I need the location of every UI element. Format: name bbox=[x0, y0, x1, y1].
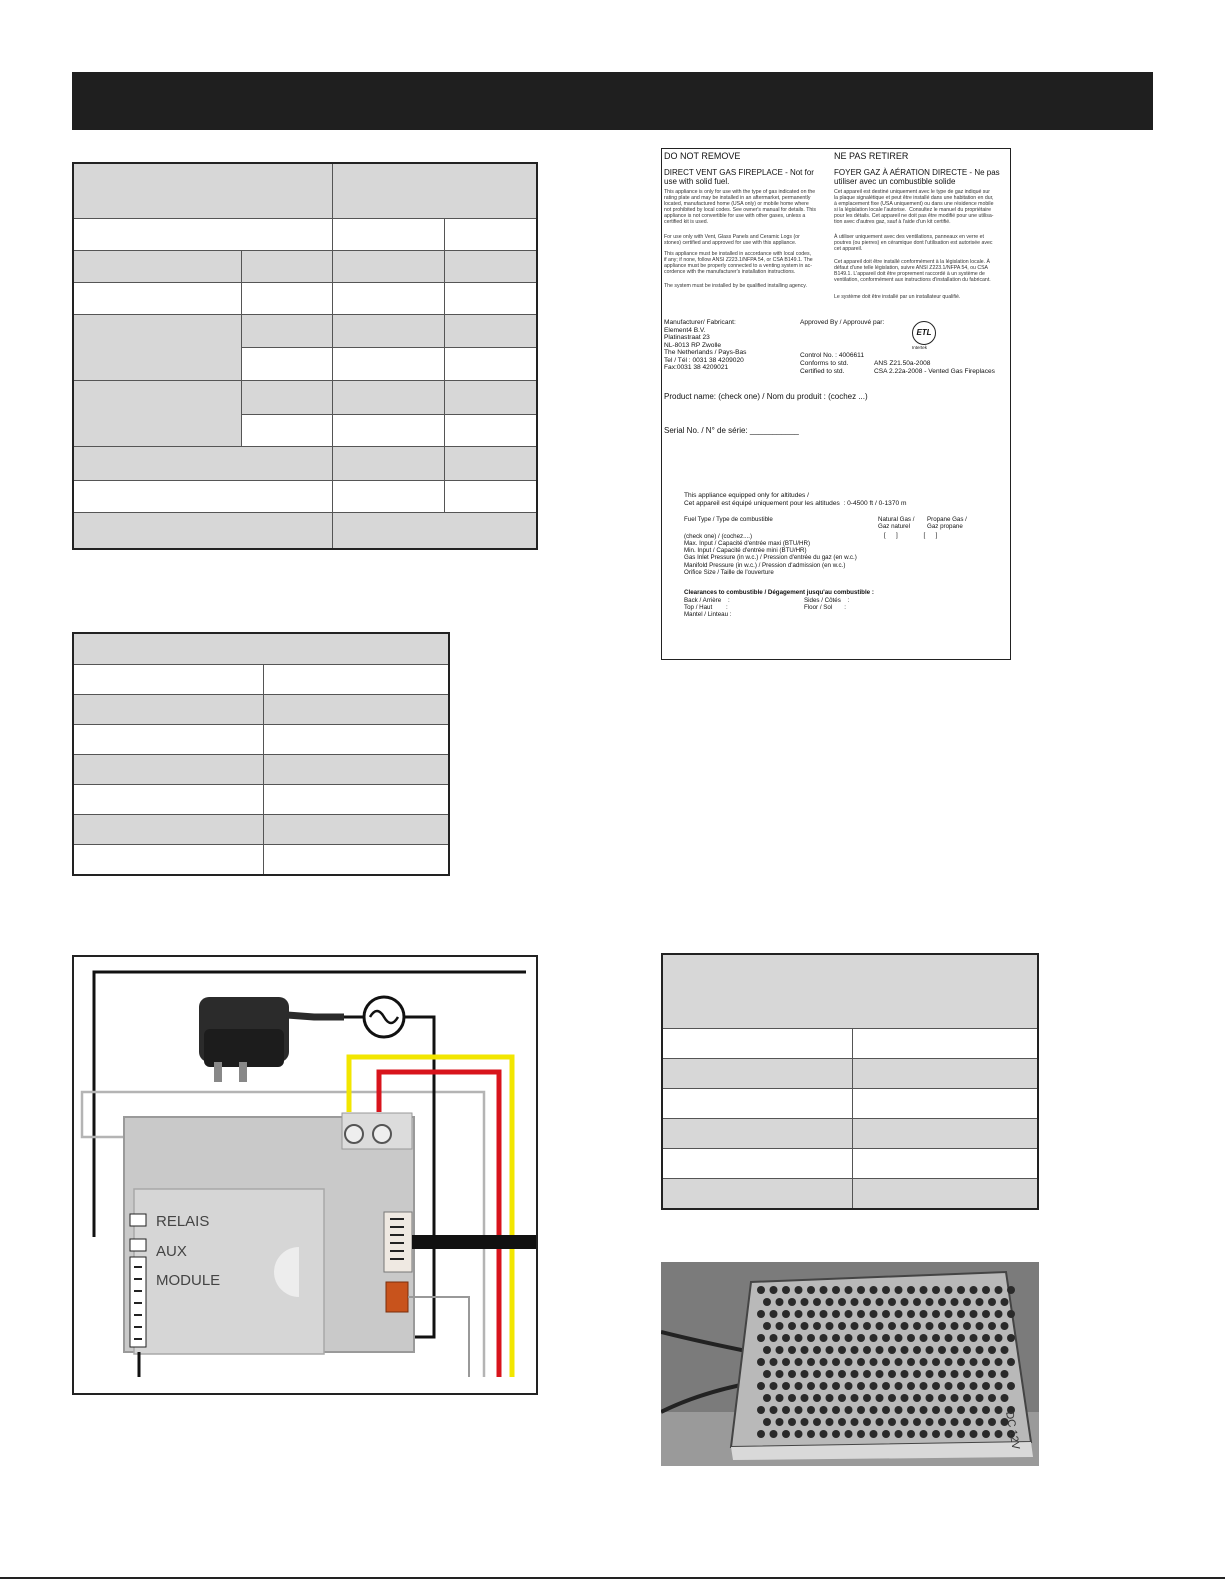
plate-approved-by: Approved By / Approuvé par: bbox=[800, 319, 885, 326]
plate-para-en-3: This appliance must be installed in accordance with local codes, if any; if none, follow ANSI Z223.1/NFPA 54, or CSA B149.1. The appliance must be properly connected to a venting system in ac- cordence with the manufacturer's installation instructions. bbox=[664, 251, 813, 275]
power-supply-photo bbox=[661, 1262, 1039, 1466]
plate-specs: (check one) / (cochez....) Max. Input / Capacité d'entrée maxi (BTU/HR) Min. Input / Capacité d'entrée mini (BTU/HR) Gas Inlet Pressure (in w.c.) / Pression d'entrée du gaz (en w.c.) Manifold Pressure (in w.c.) / Pression d'admission (en w.c.) Orifice Size / Taille de l'ouverture bbox=[684, 533, 857, 576]
spec-table-2 bbox=[72, 632, 450, 876]
plate-para-fr-1: Cet appareil est destiné uniquement avec le type de gaz indiqué sur la plaque signalétique et peut être installé dans une habitation en dur, à emplacement fixe (USA uniquement) ou dans une résidence mobile si la législation locale l'autorise. Consultez le manuel du propriétaire pour les détails. Cet appareil ne doit pas être modifié pour une utilisa- tion avec d'autres gaz, sauf à l'aide d'un kit certifié. bbox=[834, 189, 994, 225]
plate-conforms-label: Conforms to std. bbox=[800, 360, 849, 367]
plate-heading-en: DO NOT REMOVE bbox=[664, 151, 741, 161]
spec-table-3 bbox=[661, 953, 1039, 1210]
plate-propane-gas: Propane Gas / Gaz propane bbox=[927, 516, 967, 531]
rating-plate bbox=[661, 148, 1011, 660]
plate-para-fr-3: Cet appareil doit être installé conformément à la législation locale. À défaut d'une telle législation, suivre ANSI Z223.1/NFPA 54, ou CSA B149.1. L'appareil doit être proprement raccordé à un système de ventilation, conformément aux instructions d'installation du fabricant. bbox=[834, 259, 991, 283]
plate-para-fr-2: À utiliser uniquement avec des ventilations, panneaux en verre et poutres (ou pierres) en céramique dont l'utilisation est autorisée avec cet appareil. bbox=[834, 234, 993, 252]
label-aux: AUX bbox=[156, 1243, 187, 1260]
plate-clearances-left: Back / Arrière : Top / Haut : Mantel / Linteau : bbox=[684, 597, 732, 619]
plate-conforms-value: ANS Z21.50a-2008 bbox=[874, 360, 931, 367]
wiring-diagram-drawing bbox=[74, 957, 536, 1393]
plate-fuel-type: Fuel Type / Type de combustible bbox=[684, 516, 773, 523]
plate-certified-label: Certified to std. bbox=[800, 368, 845, 375]
plate-para-en-1: This appliance is only for use with the type of gas indicated on the rating plate and may be installed in an aftermarket, permanently located, manufactured home (USA only) or mobile home where not prohibited by local codes. See owner's manual for details. This appliance is not convertible for use with other gases, unless a certified kit is used. bbox=[664, 189, 816, 225]
plate-clearances-right: Sides / Côtés : Floor / Sol : bbox=[804, 597, 850, 612]
etl-mark-icon: ETL bbox=[912, 321, 936, 345]
plate-certified-value: CSA 2.22a-2008 - Vented Gas Fireplaces bbox=[874, 368, 995, 375]
svg-text:DC 12V: DC 12V bbox=[1003, 1410, 1022, 1451]
plate-title-en: DIRECT VENT GAS FIREPLACE - Not for use with solid fuel. bbox=[664, 168, 814, 187]
control-module-icon bbox=[124, 1113, 414, 1354]
plate-check-boxes: [ ] [ ] bbox=[884, 532, 938, 539]
plate-product-name: Product name: (check one) / Nom du produit : (cochez ...) bbox=[664, 392, 868, 401]
spec-table-1 bbox=[72, 162, 538, 550]
plate-manufacturer: Manufacturer/ Fabricant: Element4 B.V. Platinastraat 23 NL-8013 RP Zwolle The Netherlands / Pays-Bas Tel / Tél : 0031 38 4209020 Fax:0031 38 4209021 bbox=[664, 319, 747, 372]
plate-para-fr-4: Le système doit être installé par un installateur qualifié. bbox=[834, 294, 961, 300]
plate-control-no: Control No. : 4006611 bbox=[800, 352, 865, 359]
plate-para-en-4: The system must be installed by be qualified installing agency. bbox=[664, 283, 807, 289]
plate-altitude: This appliance equipped only for altitudes / Cet appareil est équipé uniquement pour les altitudes : 0-4500 ft / 0-1370 m bbox=[684, 492, 907, 507]
etl-mark-label: Intertek bbox=[912, 345, 928, 350]
plate-title-fr: FOYER GAZ À AÉRATION DIRECTE - Ne pas utiliser avec un combustible solide bbox=[834, 168, 1000, 187]
label-module: MODULE bbox=[156, 1272, 221, 1289]
page-bottom-rule bbox=[0, 1577, 1225, 1579]
wiring-diagram bbox=[72, 955, 538, 1395]
plate-serial: Serial No. / N° de série: ___________ bbox=[664, 426, 799, 435]
label-relais: RELAIS bbox=[156, 1213, 210, 1230]
power-adapter-icon bbox=[199, 997, 364, 1082]
section-header-bar bbox=[72, 72, 1153, 130]
plate-natural-gas: Natural Gas / Gaz naturel bbox=[878, 516, 915, 531]
power-supply-drawing bbox=[661, 1262, 1039, 1466]
plate-heading-fr: NE PAS RETIRER bbox=[834, 151, 909, 161]
plate-clearances-title: Clearances to combustible / Dégagement jusqu'au combustible : bbox=[684, 589, 874, 596]
plate-para-en-2: For use only with Vent, Glass Panels and Ceramic Logs (or stones) certified and approved for use with this appliance. bbox=[664, 234, 800, 246]
